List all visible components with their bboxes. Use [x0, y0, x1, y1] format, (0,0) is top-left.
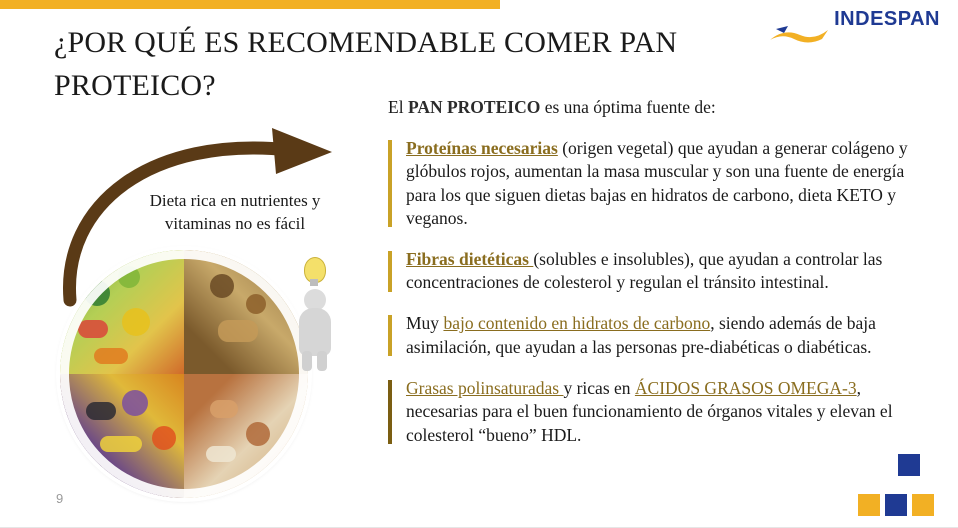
benefit-link-fiber[interactable]: Fibras dietéticas — [406, 248, 534, 269]
benefit-mid: y ricas en — [563, 377, 635, 398]
benefit-link-proteins[interactable]: Proteínas necesarias — [406, 137, 558, 158]
benefit-text — [406, 312, 928, 359]
diet-caption: Dieta rica en nutrientes y vitaminas no es fácil — [149, 191, 321, 233]
corner-decoration — [858, 454, 942, 516]
intro-emphasis: PAN PROTEICO — [407, 96, 541, 117]
benefit-block-fats — [388, 377, 928, 447]
page-title: ¿POR QUÉ ES RECOMENDABLE COMER PAN PROTEICO? — [54, 26, 678, 102]
decor-square-yellow — [858, 494, 880, 516]
indespan-logo — [770, 6, 940, 46]
benefit-text — [406, 137, 928, 231]
benefit-body: (origen vegetal) que ayudan a generar colágeno y glóbulos rojos, aumentan la masa muscular y son una fuente de energía para los que siguen dietas bajas en hidratos de carbono, dieta KETO y veganos. — [406, 137, 908, 228]
intro-line — [388, 96, 928, 120]
logo-wordmark: INDESPAN — [834, 8, 940, 30]
figure-body — [299, 308, 331, 356]
benefit-prefix: Muy — [406, 313, 444, 334]
lightbulb-base-icon — [310, 279, 318, 286]
illustration-panel — [40, 110, 380, 490]
intro-after: es una óptima fuente de: — [540, 96, 716, 117]
decor-square-navy — [885, 494, 907, 516]
benefit-body: (solubles e insolubles), que ayudan a controlar las concentraciones de colesterol y regulan el tránsito intestinal. — [406, 248, 883, 293]
benefit-link-low-carb[interactable]: bajo contenido en hidratos de carbono — [443, 313, 711, 334]
benefit-block-fiber — [388, 248, 928, 295]
food-plate-image — [60, 250, 308, 498]
page-number: 9 — [56, 491, 64, 506]
plate-rim — [60, 250, 308, 498]
decor-square-yellow — [912, 494, 934, 516]
figure-leg — [317, 351, 327, 371]
benefit-block-proteins — [388, 137, 928, 231]
decor-square-navy — [898, 454, 920, 476]
benefit-body: , necesarias para el buen funcionamiento de órganos vitales y elevan el colesterol “bueno” HDL. — [406, 377, 893, 445]
figure-leg — [302, 351, 312, 371]
intro-before: El — [388, 96, 408, 117]
benefit-body: , siendo además de baja asimilación, que ayudan a las personas pre-diabéticas o diabéticas. — [406, 313, 876, 357]
top-accent-bar — [0, 0, 500, 9]
benefit-text — [406, 248, 928, 295]
benefit-block-low-carb — [388, 312, 928, 359]
benefit-link-fats[interactable]: Grasas polinsaturadas — [406, 377, 564, 398]
mascot-figure — [290, 255, 340, 365]
benefit-text — [406, 377, 928, 447]
benefit-link-omega3[interactable]: ÁCIDOS GRASOS OMEGA-3 — [634, 377, 857, 398]
content-panel — [388, 78, 928, 464]
